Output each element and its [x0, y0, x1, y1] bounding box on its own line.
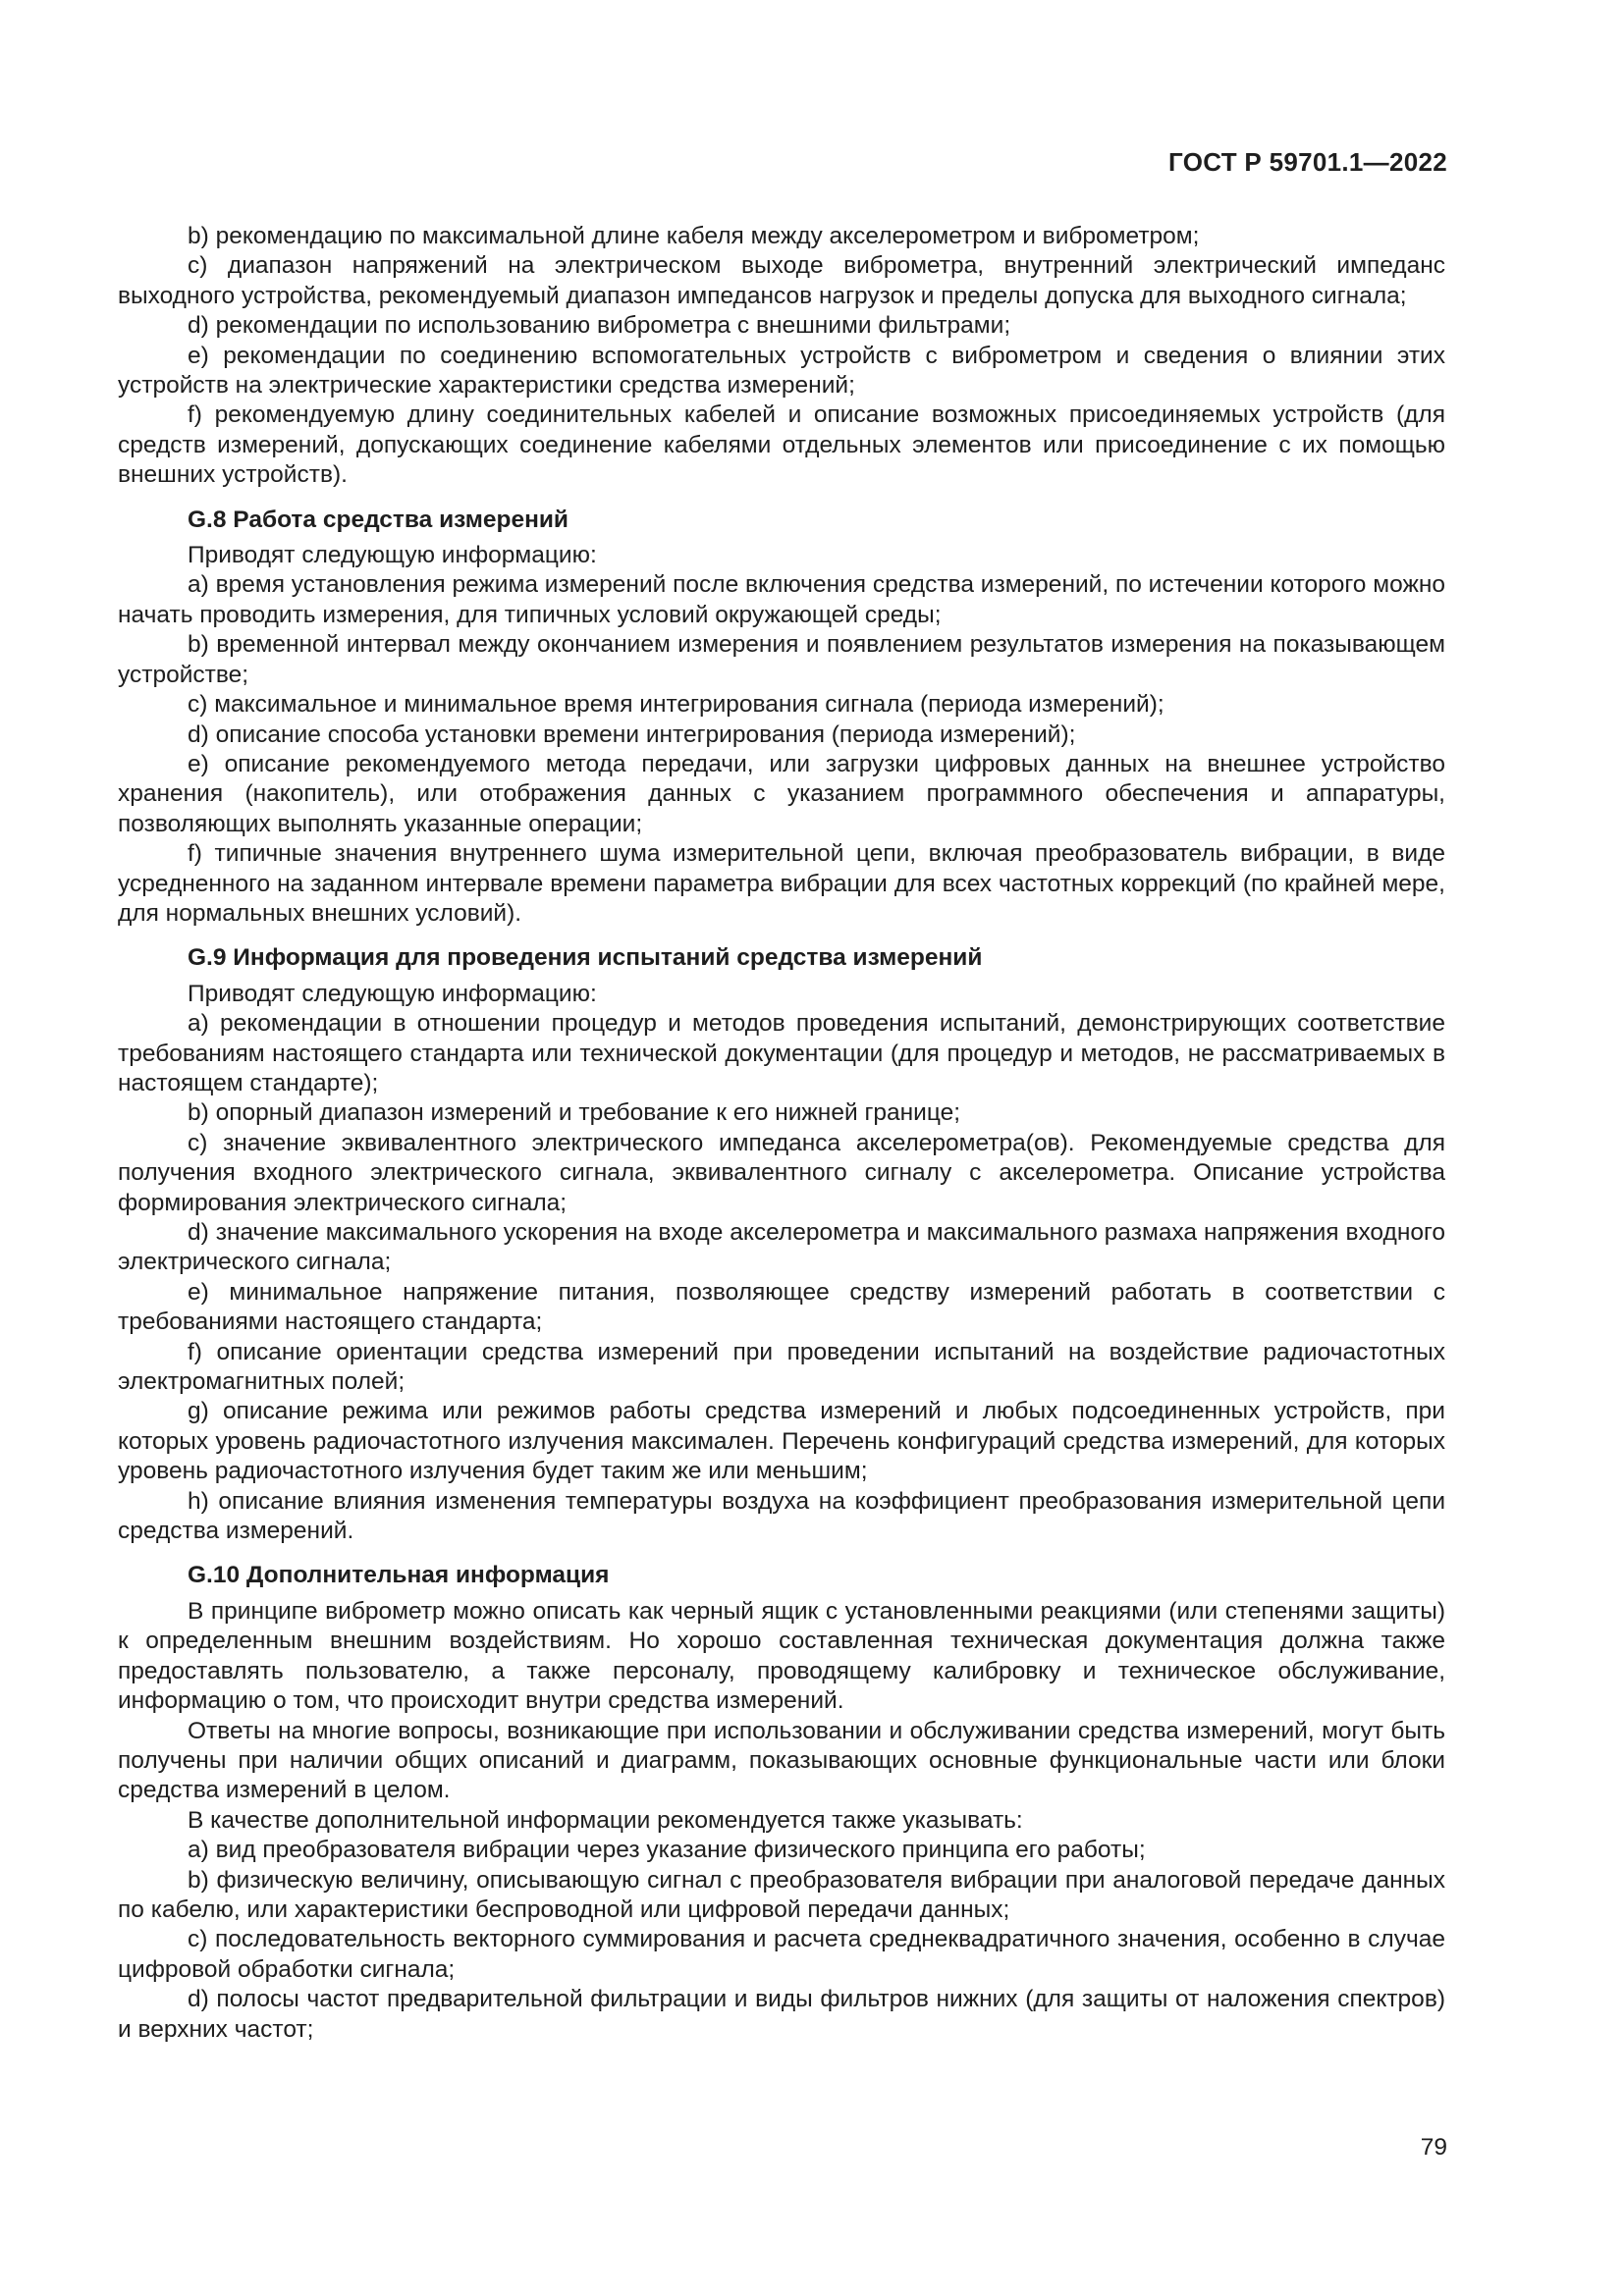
list-item: e) описание рекомендуемого метода передачи, или загрузки цифровых данных на внешнее устройство хранения (накопитель), или отображения данных с указанием программного обеспечения и аппаратуры, позволяющих выполнять указанные операции;	[118, 750, 1445, 837]
list-item: g) описание режима или режимов работы средства измерений и любых подсоединенных устройств, при которых уровень радиочастотного излучения максимален. Перечень конфигураций средства измерений, для которых уровень радиочастотного излучения будет таким же или меньшим;	[118, 1398, 1445, 1485]
paragraph: Приводят следующую информацию:	[188, 980, 597, 1007]
page-content	[118, 222, 1445, 2045]
list-item: a) вид преобразователя вибрации через указание физического принципа его работы;	[188, 1837, 1146, 1864]
document-header: ГОСТ Р 59701.1—2022	[1168, 147, 1447, 177]
list-item: c) значение эквивалентного электрического импеданса акселерометра(ов). Рекомендуемые средства для получения входного электрического сигнала, эквивалентного сигналу с акселерометра. Описание устройства формирования электрического сигнала;	[118, 1129, 1445, 1216]
paragraph: Приводят следующую информацию:	[188, 542, 597, 569]
list-item: f) рекомендуемую длину соединительных кабелей и описание возможных присоединяемых устройств (для средств измерений, допускающих соединение кабелями отдельных элементов или присоединение с их помощью внешних устройств).	[118, 401, 1445, 489]
paragraph: Ответы на многие вопросы, возникающие при использовании и обслуживании средства измерений, могут быть получены при наличии общих описаний и диаграмм, показывающих основные функциональные части или блоки средства измерений в целом.	[118, 1717, 1445, 1804]
list-item: a) рекомендации в отношении процедур и методов проведения испытаний, демонстрирующих соответствие требованиям настоящего стандарта или технической документации (для процедур и методов, не рассматриваемых в настоящем стандарте);	[118, 1010, 1445, 1096]
list-item: f) описание ориентации средства измерений при проведении испытаний на воздействие радиочастотных электромагнитных полей;	[118, 1338, 1445, 1396]
list-item: c) диапазон напряжений на электрическом выходе виброметра, внутренний электрический импеданс выходного устройства, рекомендуемый диапазон импедансов нагрузок и пределы допуска для выходного сигнала;	[118, 252, 1445, 309]
list-item: f) типичные значения внутреннего шума измерительной цепи, включая преобразователь вибрации, в виде усредненного на заданном интервале времени параметра вибрации для всех частотных коррекций (по крайней мере, для нормальных внешних условий).	[118, 840, 1445, 927]
list-item: c) максимальное и минимальное время интегрирования сигнала (периода измерений);	[188, 691, 1164, 719]
list-item: e) рекомендации по соединению вспомогательных устройств с виброметром и сведения о влиянии этих устройств на электрические характеристики средства измерений;	[118, 342, 1445, 400]
list-item: b) физическую величину, описывающую сигнал с преобразователя вибрации при аналоговой передаче данных по кабелю, или характеристики беспроводной или цифровой передачи данных;	[118, 1866, 1445, 1923]
list-item: e) минимальное напряжение питания, позволяющее средству измерений работать в соответствии с требованиями настоящего стандарта;	[118, 1278, 1445, 1336]
list-item: d) описание способа установки времени интегрирования (периода измерений);	[188, 721, 1076, 748]
page-number: 79	[1420, 2134, 1447, 2161]
list-item: d) полосы частот предварительной фильтрации и виды фильтров нижних (для защиты от наложения спектров) и верхних частот;	[118, 1986, 1445, 2043]
list-item: b) рекомендацию по максимальной длине кабеля между акселерометром и виброметром;	[188, 223, 1200, 249]
section-heading-g8: G.8 Работа средства измерений	[188, 506, 568, 533]
list-item: b) временной интервал между окончанием измерения и появлением результатов измерения на показывающем устройстве;	[118, 631, 1445, 688]
list-item: h) описание влияния изменения температуры воздуха на коэффициент преобразования измерительной цепи средства измерений.	[118, 1487, 1445, 1545]
list-item: a) время установления режима измерений после включения средства измерений, по истечении которого можно начать проводить измерения, для типичных условий окружающей среды;	[118, 571, 1445, 628]
section-heading-g9: G.9 Информация для проведения испытаний средства измерений	[188, 944, 983, 972]
list-item: d) значение максимального ускорения на входе акселерометра и максимального размаха напряжения входного электрического сигнала;	[118, 1219, 1445, 1276]
paragraph: В качестве дополнительной информации рекомендуется также указывать:	[188, 1806, 1023, 1834]
list-item: c) последовательность векторного суммирования и расчета среднеквадратичного значения, особенно в случае цифровой обработки сигнала;	[118, 1926, 1445, 1983]
section-heading-g10: G.10 Дополнительная информация	[188, 1562, 610, 1589]
list-item: d) рекомендации по использованию виброметра с внешними фильтрами;	[188, 312, 1011, 340]
list-item: b) опорный диапазон измерений и требование к его нижней границе;	[188, 1099, 961, 1127]
paragraph: В принципе виброметр можно описать как черный ящик с установленными реакциями (или степенями защиты) к определенным внешним воздействиям. Но хорошо составленная техническая документация должна также предоставлять пользователю, а также персоналу, проводящему калибровку и техническое обслуживание, информацию о том, что происходит внутри средства измерений.	[118, 1597, 1445, 1715]
